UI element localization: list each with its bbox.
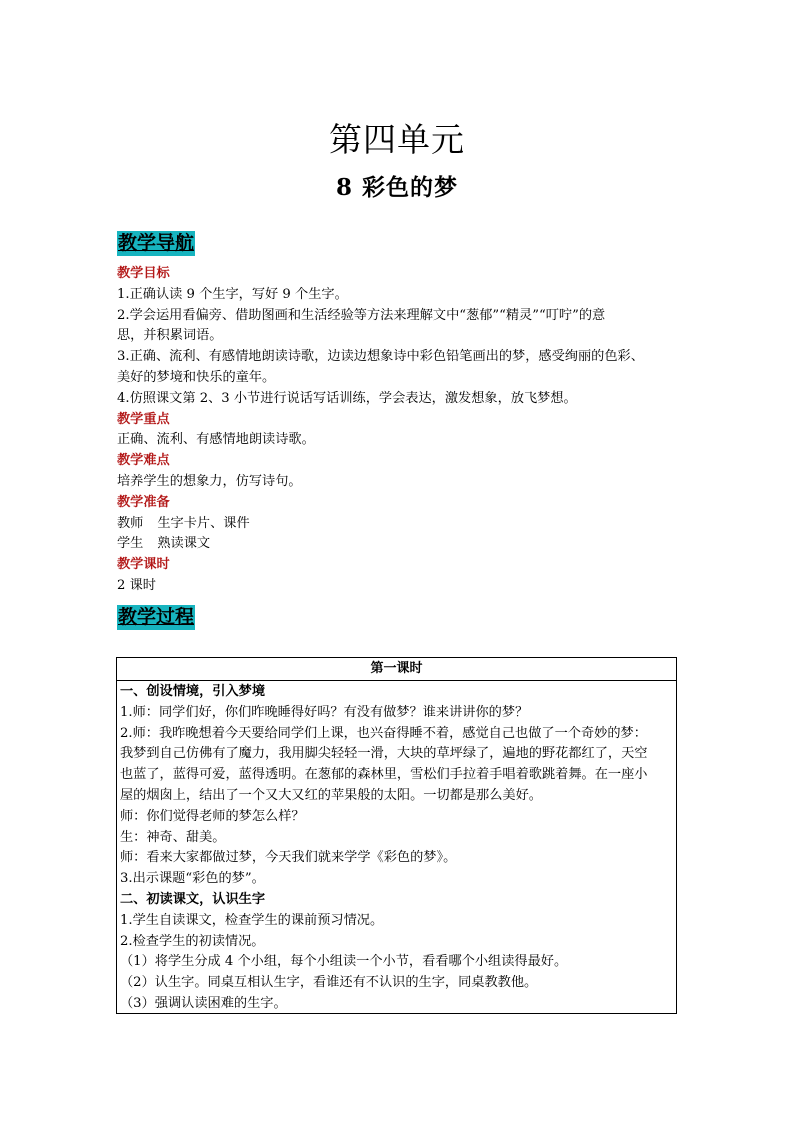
difficulty-text: 培养学生的想象力，仿写诗句。 [117,473,302,489]
content-line: 我梦到自己仿佛有了魔力，我用脚尖轻轻一滑，大块的草坪绿了，遍地的野花都红了，天空 [120,746,648,762]
content-line: 1.师：同学们好，你们昨晚睡得好吗？有没有做梦？谁来讲讲你的梦？ [120,704,529,720]
content-line: 2.检查学生的初读情况。 [120,933,265,949]
content-line: 1.学生自读课文，检查学生的课前预习情况。 [120,912,384,928]
prep-teacher-text: 生字卡片、课件 [157,515,250,531]
lesson-title: 8 彩色的梦 [335,174,458,201]
preparation-title: 教学准备 [117,494,170,510]
teaching-guide-section [117,264,682,597]
content-line: 师：你们觉得老师的梦怎么样？ [120,808,305,824]
teaching-guide-heading: 教学导航 [118,232,195,254]
prep-student-text: 熟读课文 [157,536,211,552]
content-line: （2）认生字。同桌互相认生字，看谁还有不认识的生字，同桌教教他。 [120,975,538,991]
unit-title: 第四单元 [329,120,465,159]
prep-teacher-label: 教师 [117,515,144,531]
section-title: 一、创设情境，引入梦境 [120,684,266,699]
content-line: 3.出示课题“彩色的梦”。 [120,871,265,887]
content-line: 屋的烟囱上，结出了一个又大又红的苹果般的太阳。一切都是那么美好。 [120,787,542,803]
content-line: （3）强调认读困难的生字。 [120,995,287,1011]
content-line: 2.师：我昨晚想着今天要给同学们上课，也兴奋得睡不着，感觉自己也做了一个奇妙的梦： [120,725,647,741]
class-hours-text: 2 课时 [117,577,156,593]
key-points-title: 教学重点 [117,411,170,427]
prep-student-label: 学生 [117,536,144,552]
class-hours-title: 教学课时 [117,557,170,573]
lesson-caption: 第一课时 [117,658,676,681]
objective-line: 美好的梦境和快乐的童年。 [117,369,276,385]
preparation-teacher [117,514,682,535]
lesson-table [116,657,677,1014]
content-line: 生：神奇、甜美。 [120,829,226,845]
key-points-text: 正确、流利、有感情地朗读诗歌。 [117,432,315,448]
teaching-process-heading: 教学过程 [118,606,195,628]
lesson-content [117,681,676,1015]
content-line: （1）将学生分成 4 个小组，每个小组读一个小节，看看哪个小组读得最好。 [120,954,568,970]
objectives-title: 教学目标 [117,266,170,281]
preparation-student [117,534,682,555]
content-line: 师：看来大家都做过梦，今天我们就来学学《彩色的梦》。 [120,850,457,866]
objective-line: 4.仿照课文第 2、3 小节进行说话写话训练，学会表达，激发想象，放飞梦想。 [117,390,577,406]
content-line: 也蓝了，蓝得可爱，蓝得透明。在葱郁的森林里，雪松们手拉着手唱着歌跳着舞。在一座小 [120,767,648,783]
objective-line: 2.学会运用看偏旁、借助图画和生活经验等方法来理解文中“葱郁”“精灵”“叮咛”的意 [117,307,606,323]
difficulty-title: 教学难点 [117,453,170,469]
objective-line: 3.正确、流利、有感情地朗读诗歌，边读边想象诗中彩色铅笔画出的梦，感受绚丽的色彩、 [117,349,644,365]
objective-line: 1.正确认读 9 个生字，写好 9 个生字。 [117,286,348,302]
section-title: 二、初读课文，认识生字 [120,891,266,907]
objective-line: 思，并积累词语。 [117,328,223,344]
